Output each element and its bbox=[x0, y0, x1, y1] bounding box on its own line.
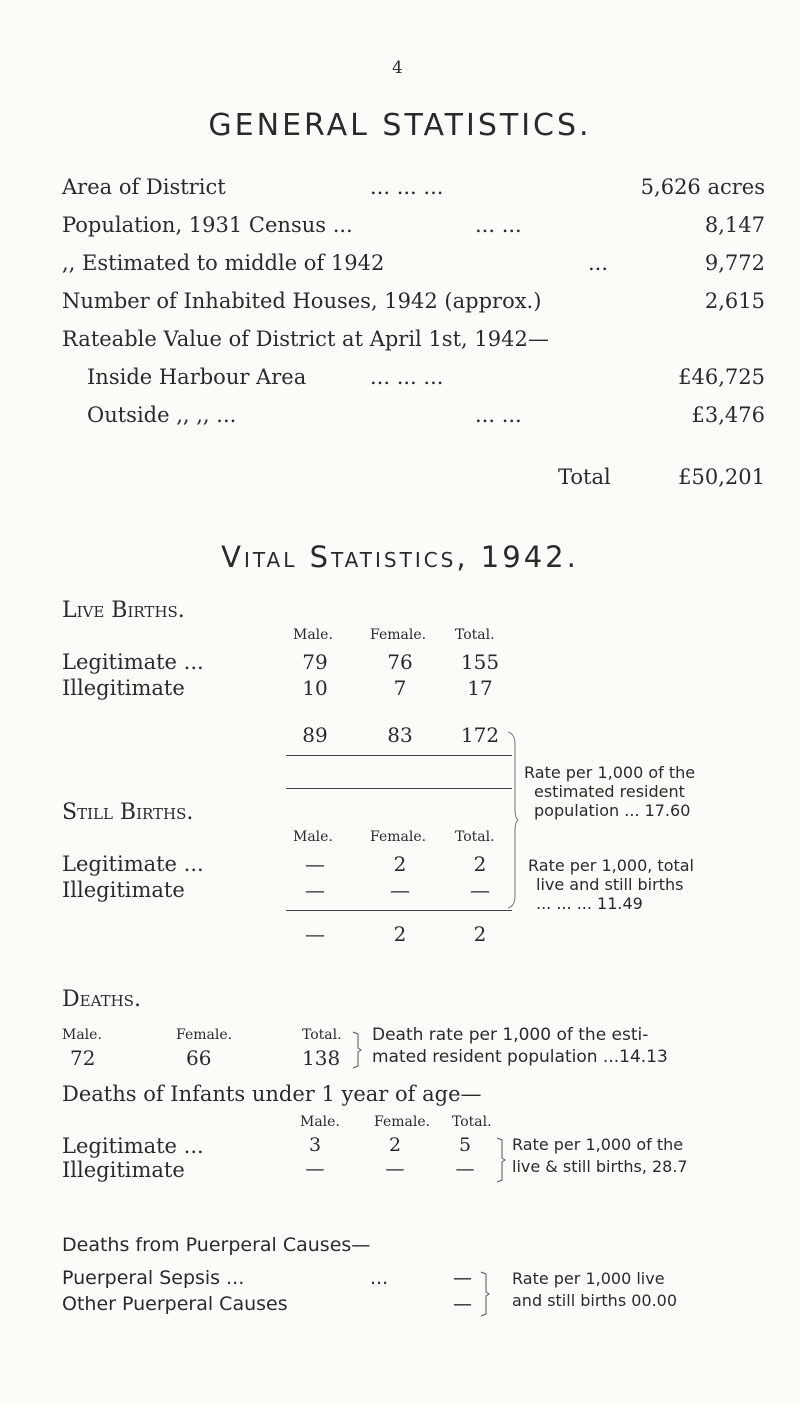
live-births-rate bbox=[524, 763, 695, 820]
rate-line: and still births 00.00 bbox=[512, 1291, 678, 1310]
rate-line: live and still births bbox=[536, 875, 684, 894]
male-value: 3 bbox=[308, 1134, 322, 1156]
still-births-title: Still Births. bbox=[62, 800, 194, 825]
general-row-label: Area of District bbox=[62, 175, 226, 199]
puerperal-title: Deaths from Puerperal Causes— bbox=[62, 1234, 371, 1256]
row-label: Illegitimate bbox=[62, 676, 185, 700]
male-total: — bbox=[305, 922, 325, 946]
col-header-male: Male. bbox=[293, 829, 333, 845]
female-total: 2 bbox=[393, 922, 407, 946]
total-value: — bbox=[470, 878, 490, 902]
col-header-total: Total. bbox=[455, 829, 495, 845]
general-row-value: 5,626 acres bbox=[640, 175, 765, 199]
total-value: 155 bbox=[460, 650, 500, 674]
col-header-total: Total. bbox=[302, 1027, 342, 1043]
row-label: Illegitimate bbox=[62, 1158, 185, 1182]
general-row-label: Inside Harbour Area bbox=[87, 365, 307, 389]
rate-line: live & still births, 28.7 bbox=[512, 1157, 688, 1176]
male-value: 72 bbox=[70, 1046, 96, 1070]
general-row-label: Number of Inhabited Houses, 1942 (approx.) bbox=[62, 289, 542, 313]
male-total: 89 bbox=[302, 723, 328, 747]
infant-deaths-title: Deaths of Infants under 1 year of age— bbox=[62, 1082, 482, 1106]
rate-line: Rate per 1,000 of the bbox=[512, 1135, 684, 1154]
female-value: — bbox=[385, 1158, 405, 1180]
general-statistics-heading: GENERAL STATISTICS. bbox=[208, 108, 592, 143]
row-label: Legitimate ... bbox=[62, 650, 204, 674]
vital-statistics-heading: Vital Statistics, 1942. bbox=[221, 540, 579, 574]
general-row-label: Population, 1931 Census ... bbox=[62, 213, 353, 237]
general-row-leader: ... bbox=[588, 251, 609, 275]
rule bbox=[286, 788, 512, 789]
female-total: 83 bbox=[387, 723, 413, 747]
bracket bbox=[478, 1270, 490, 1318]
rate-line: population ... 17.60 bbox=[534, 801, 691, 820]
rate-line: ... ... ... 11.49 bbox=[536, 894, 643, 913]
general-row-label: Rateable Value of District at April 1st, 1942— bbox=[62, 327, 549, 351]
total-label: Total bbox=[558, 465, 611, 489]
male-value: — bbox=[305, 1158, 325, 1180]
bracket bbox=[350, 1030, 362, 1070]
rate-line: Rate per 1,000 of the bbox=[524, 763, 696, 782]
female-value: 2 bbox=[388, 1134, 402, 1156]
rate-line: estimated resident bbox=[534, 782, 685, 801]
row-label: Illegitimate bbox=[62, 878, 185, 902]
col-header-female: Female. bbox=[370, 627, 427, 643]
col-header-female: Female. bbox=[374, 1114, 431, 1130]
rate-line: mated resident population ...14.13 bbox=[372, 1047, 668, 1067]
rule bbox=[286, 910, 512, 911]
col-header-total: Total. bbox=[452, 1114, 492, 1130]
page-number: 4 bbox=[392, 58, 403, 78]
general-row-leader: ... ... ... bbox=[370, 175, 444, 199]
col-header-total: Total. bbox=[455, 627, 495, 643]
row-leader: ... bbox=[370, 1267, 389, 1289]
female-value: 76 bbox=[387, 650, 413, 674]
general-row-leader: ... ... bbox=[475, 213, 522, 237]
col-header-male: Male. bbox=[300, 1114, 340, 1130]
rate-line: Rate per 1,000, total bbox=[528, 856, 694, 875]
female-value: 2 bbox=[393, 852, 407, 876]
row-value: — bbox=[453, 1293, 472, 1315]
female-value: — bbox=[390, 878, 410, 902]
puerperal-rate bbox=[512, 1268, 677, 1312]
row-label: Puerperal Sepsis ... bbox=[62, 1267, 245, 1289]
general-row-value: £46,725 bbox=[678, 365, 765, 389]
total-value: 17 bbox=[467, 676, 493, 700]
general-row-value: £3,476 bbox=[691, 403, 765, 427]
col-header-male: Male. bbox=[62, 1027, 102, 1043]
deaths-title: Deaths. bbox=[62, 987, 141, 1012]
general-row-value: 9,772 bbox=[704, 251, 765, 275]
rate-line: Death rate per 1,000 of the esti- bbox=[372, 1025, 649, 1045]
total-value: 5 bbox=[458, 1134, 472, 1156]
general-row-value: 8,147 bbox=[704, 213, 765, 237]
general-row-value: 2,615 bbox=[704, 289, 765, 313]
male-value: 10 bbox=[302, 676, 328, 700]
general-row-label: Outside ,, ,, ... bbox=[87, 403, 237, 427]
live-births-title: Live Births. bbox=[62, 598, 185, 623]
infant-deaths-rate bbox=[512, 1134, 688, 1178]
row-value: — bbox=[453, 1267, 472, 1289]
col-header-female: Female. bbox=[370, 829, 427, 845]
male-value: — bbox=[305, 852, 325, 876]
general-row-leader: ... ... ... bbox=[370, 365, 444, 389]
still-births-rate bbox=[528, 856, 694, 913]
general-row-leader: ... ... bbox=[475, 403, 522, 427]
total-value: 2 bbox=[473, 852, 487, 876]
row-label: Legitimate ... bbox=[62, 1134, 204, 1158]
total-value: £50,201 bbox=[678, 465, 765, 489]
col-header-female: Female. bbox=[176, 1027, 233, 1043]
bracket bbox=[494, 1136, 506, 1184]
row-label: Other Puerperal Causes bbox=[62, 1293, 288, 1315]
female-value: 66 bbox=[186, 1046, 212, 1070]
male-value: — bbox=[305, 878, 325, 902]
grand-total: 172 bbox=[460, 723, 500, 747]
col-header-male: Male. bbox=[293, 627, 333, 643]
deaths-rate bbox=[372, 1024, 668, 1068]
female-value: 7 bbox=[393, 676, 407, 700]
row-label: Legitimate ... bbox=[62, 852, 204, 876]
rule bbox=[286, 755, 512, 756]
male-value: 79 bbox=[302, 650, 328, 674]
grand-total: 2 bbox=[473, 922, 487, 946]
rate-line: Rate per 1,000 live bbox=[512, 1269, 665, 1288]
total-value: — bbox=[455, 1158, 475, 1180]
total-value: 138 bbox=[302, 1046, 341, 1070]
general-row-label: ,, Estimated to middle of 1942 bbox=[62, 251, 385, 275]
